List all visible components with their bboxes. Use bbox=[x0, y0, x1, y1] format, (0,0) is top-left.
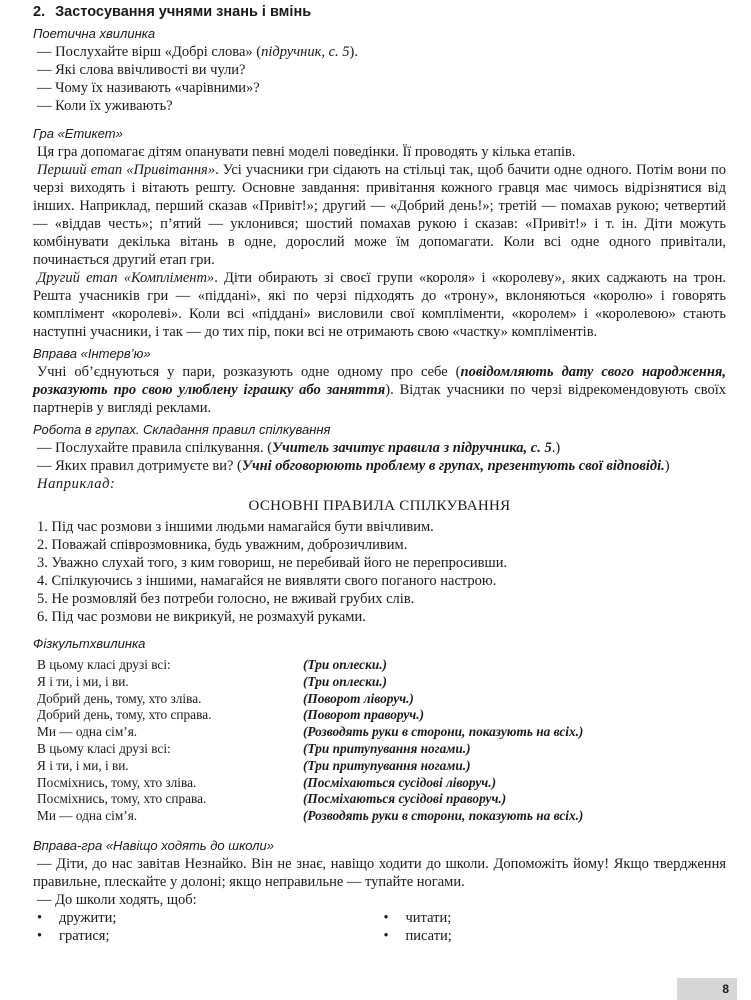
poem-row: Добрий день, тому, хто зліва. (Поворот ліворуч.) bbox=[37, 690, 414, 706]
poem-row: Я і ти, і ми, і ви. (Три оплески.) bbox=[37, 673, 387, 689]
section-number: 2. bbox=[33, 4, 46, 20]
school-bullets bbox=[33, 909, 726, 945]
bullet-icon: • bbox=[383, 927, 389, 944]
bullet-column-2 bbox=[380, 909, 727, 945]
rule-item: 1. Під час розмови з іншими людьми намагайся бути ввічливим. bbox=[37, 519, 434, 535]
poetic-heading: Поетична хвилинка bbox=[33, 26, 156, 41]
rules-title: ОСНОВНІ ПРАВИЛА СПІЛКУВАННЯ bbox=[248, 498, 511, 514]
poem-row: В цьому класі друзі всі: (Три притупування ногами.) bbox=[37, 740, 471, 756]
rule-item: 5. Не розмовляй без потреби голосно, не вживай грубих слів. bbox=[37, 591, 415, 607]
interview-heading: Вправа «Інтерв’ю» bbox=[33, 346, 151, 361]
example-label: Наприклад: bbox=[37, 476, 116, 492]
bullet-icon: • bbox=[37, 909, 43, 926]
rule-item: 6. Під час розмови не викрикуй, не розмахуй руками. bbox=[37, 609, 366, 625]
poetic-line-1: — Послухайте вірш «Добрі слова» (підручник, с. 5). bbox=[37, 44, 358, 60]
list-item: • дружити; bbox=[33, 909, 380, 927]
groups-line-1: — Послухайте правила спілкування. (Учитель зачитує правила з підручника, с. 5.) bbox=[37, 440, 561, 456]
section-title bbox=[33, 4, 726, 21]
page-number: 8 bbox=[677, 978, 737, 1000]
etiquette-intro: Ця гра допомагає дітям опанувати певні моделі поведінки. Її проводять у кілька етапів. bbox=[37, 144, 576, 160]
poem-row: Добрий день, тому, хто справа. (Поворот праворуч.) bbox=[37, 707, 425, 723]
etiquette-stage-1: Перший етап «Привітання». Усі учасники гри сідають на стільці так, щоб бачити одне одного. Потім вони по черзі виходять і вітають решту. Основне завдання: привітання кожного гравця має чимось відрізнятися від інших. Наприклад, перший сказав «Привіт!»; другий — «Добрий день!»; третій — помахав рукою; четвертий — «віддав честь»; п’ятий — уклонився; шостий помахав рукою і сказав: «Привіт!» і т. ін. Діти можуть комбінувати декілька вітань в одне, дорослий може їм допомагати. Коли всі одне одного привітали, починається другий етап гри. bbox=[33, 162, 726, 268]
poetic-line-4: — Коли їх уживають? bbox=[37, 98, 173, 114]
page-content bbox=[33, 4, 726, 945]
bullet-column-1 bbox=[33, 909, 380, 945]
groups-heading: Робота в групах. Складання правил спілкування bbox=[33, 422, 331, 437]
poem-row: Посміхнись, тому, хто справа. (Посміхаються сусідові праворуч.) bbox=[37, 791, 507, 807]
bullet-icon: • bbox=[37, 927, 43, 944]
school-text: — Діти, до нас завітав Незнайко. Він не знає, навіщо ходити до школи. Допоможіть йому! Якщо твердження правильне, плескайте у долоні; якщо неправильне — тупайте ногами. bbox=[33, 855, 726, 890]
rule-item: 2. Поважай співрозмовника, будь уважним, доброзичливим. bbox=[37, 537, 408, 553]
school-heading: Вправа-гра «Навіщо ходять до школи» bbox=[33, 837, 274, 853]
physical-heading: Фізкультхвилинка bbox=[33, 636, 146, 651]
list-item: • гратися; bbox=[33, 927, 380, 945]
poem-row: Ми — одна сім’я. (Розводять руки в сторони, показують на всіх.) bbox=[37, 724, 584, 740]
etiquette-heading: Гра «Етикет» bbox=[33, 126, 123, 141]
section-title-text: Застосування учнями знань і вмінь bbox=[55, 4, 312, 20]
poetic-line-3: — Чому їх називають «чарівними»? bbox=[37, 80, 260, 96]
poem-row: Ми — одна сім’я. (Розводять руки в сторони, показують на всіх.) bbox=[37, 808, 584, 824]
interview-text: Учні об’єднуються у пари, розказують одне одному про себе (повідомляють дату свого народження, розказують про свою улюблену іграшку або заняття). Відтак учасники по черзі відрекомендовують своїх партнерів у вигляді реклами. bbox=[33, 364, 726, 416]
list-item: • читати; bbox=[380, 909, 727, 927]
school-prompt: — До школи ходять, щоб: bbox=[37, 891, 197, 908]
etiquette-stage-2: Другий етап «Комплімент». Діти обирають зі своєї групи «короля» і «королеву», яких саджають на трон. Решта учасників гри — «піддані», які по черзі підходять до «трону», вклоняються «королю» і говорять комплімент «королеві». Коли всі «піддані» висловили свої компліменти, «королем» і «королевою» стають наступні учасники, і так — до тих пір, поки всі не отримають свою «частку» компліментів. bbox=[33, 270, 726, 340]
list-item: • писати; bbox=[380, 927, 727, 945]
bullet-icon: • bbox=[383, 909, 389, 926]
rule-item: 4. Спілкуючись з іншими, намагайся не виявляти свого поганого настрою. bbox=[37, 573, 497, 589]
stage-2-title: Другий етап «Комплімент» bbox=[37, 270, 215, 286]
poem-row: Посміхнись, тому, хто зліва. (Посміхаються сусідові ліворуч.) bbox=[37, 774, 496, 790]
poetic-line-2: — Які слова ввічливості ви чули? bbox=[37, 62, 246, 78]
stage-1-title: Перший етап «Привітання» bbox=[37, 162, 216, 178]
groups-line-2: — Яких правил дотримуєте ви? (Учні обговорюють проблему в групах, презентують свої відповіді.) bbox=[37, 458, 670, 474]
poem-row: Я і ти, і ми, і ви. (Три притупування ногами.) bbox=[37, 757, 471, 773]
rules-list bbox=[33, 518, 726, 626]
poem-row: В цьому класі друзі всі: (Три оплески.) bbox=[37, 657, 387, 672]
rule-item: 3. Уважно слухай того, з ким говориш, не перебивай його не перепросивши. bbox=[37, 555, 508, 571]
textbook-ref: підручник, с. 5 bbox=[261, 44, 350, 60]
poem-table bbox=[33, 657, 583, 825]
